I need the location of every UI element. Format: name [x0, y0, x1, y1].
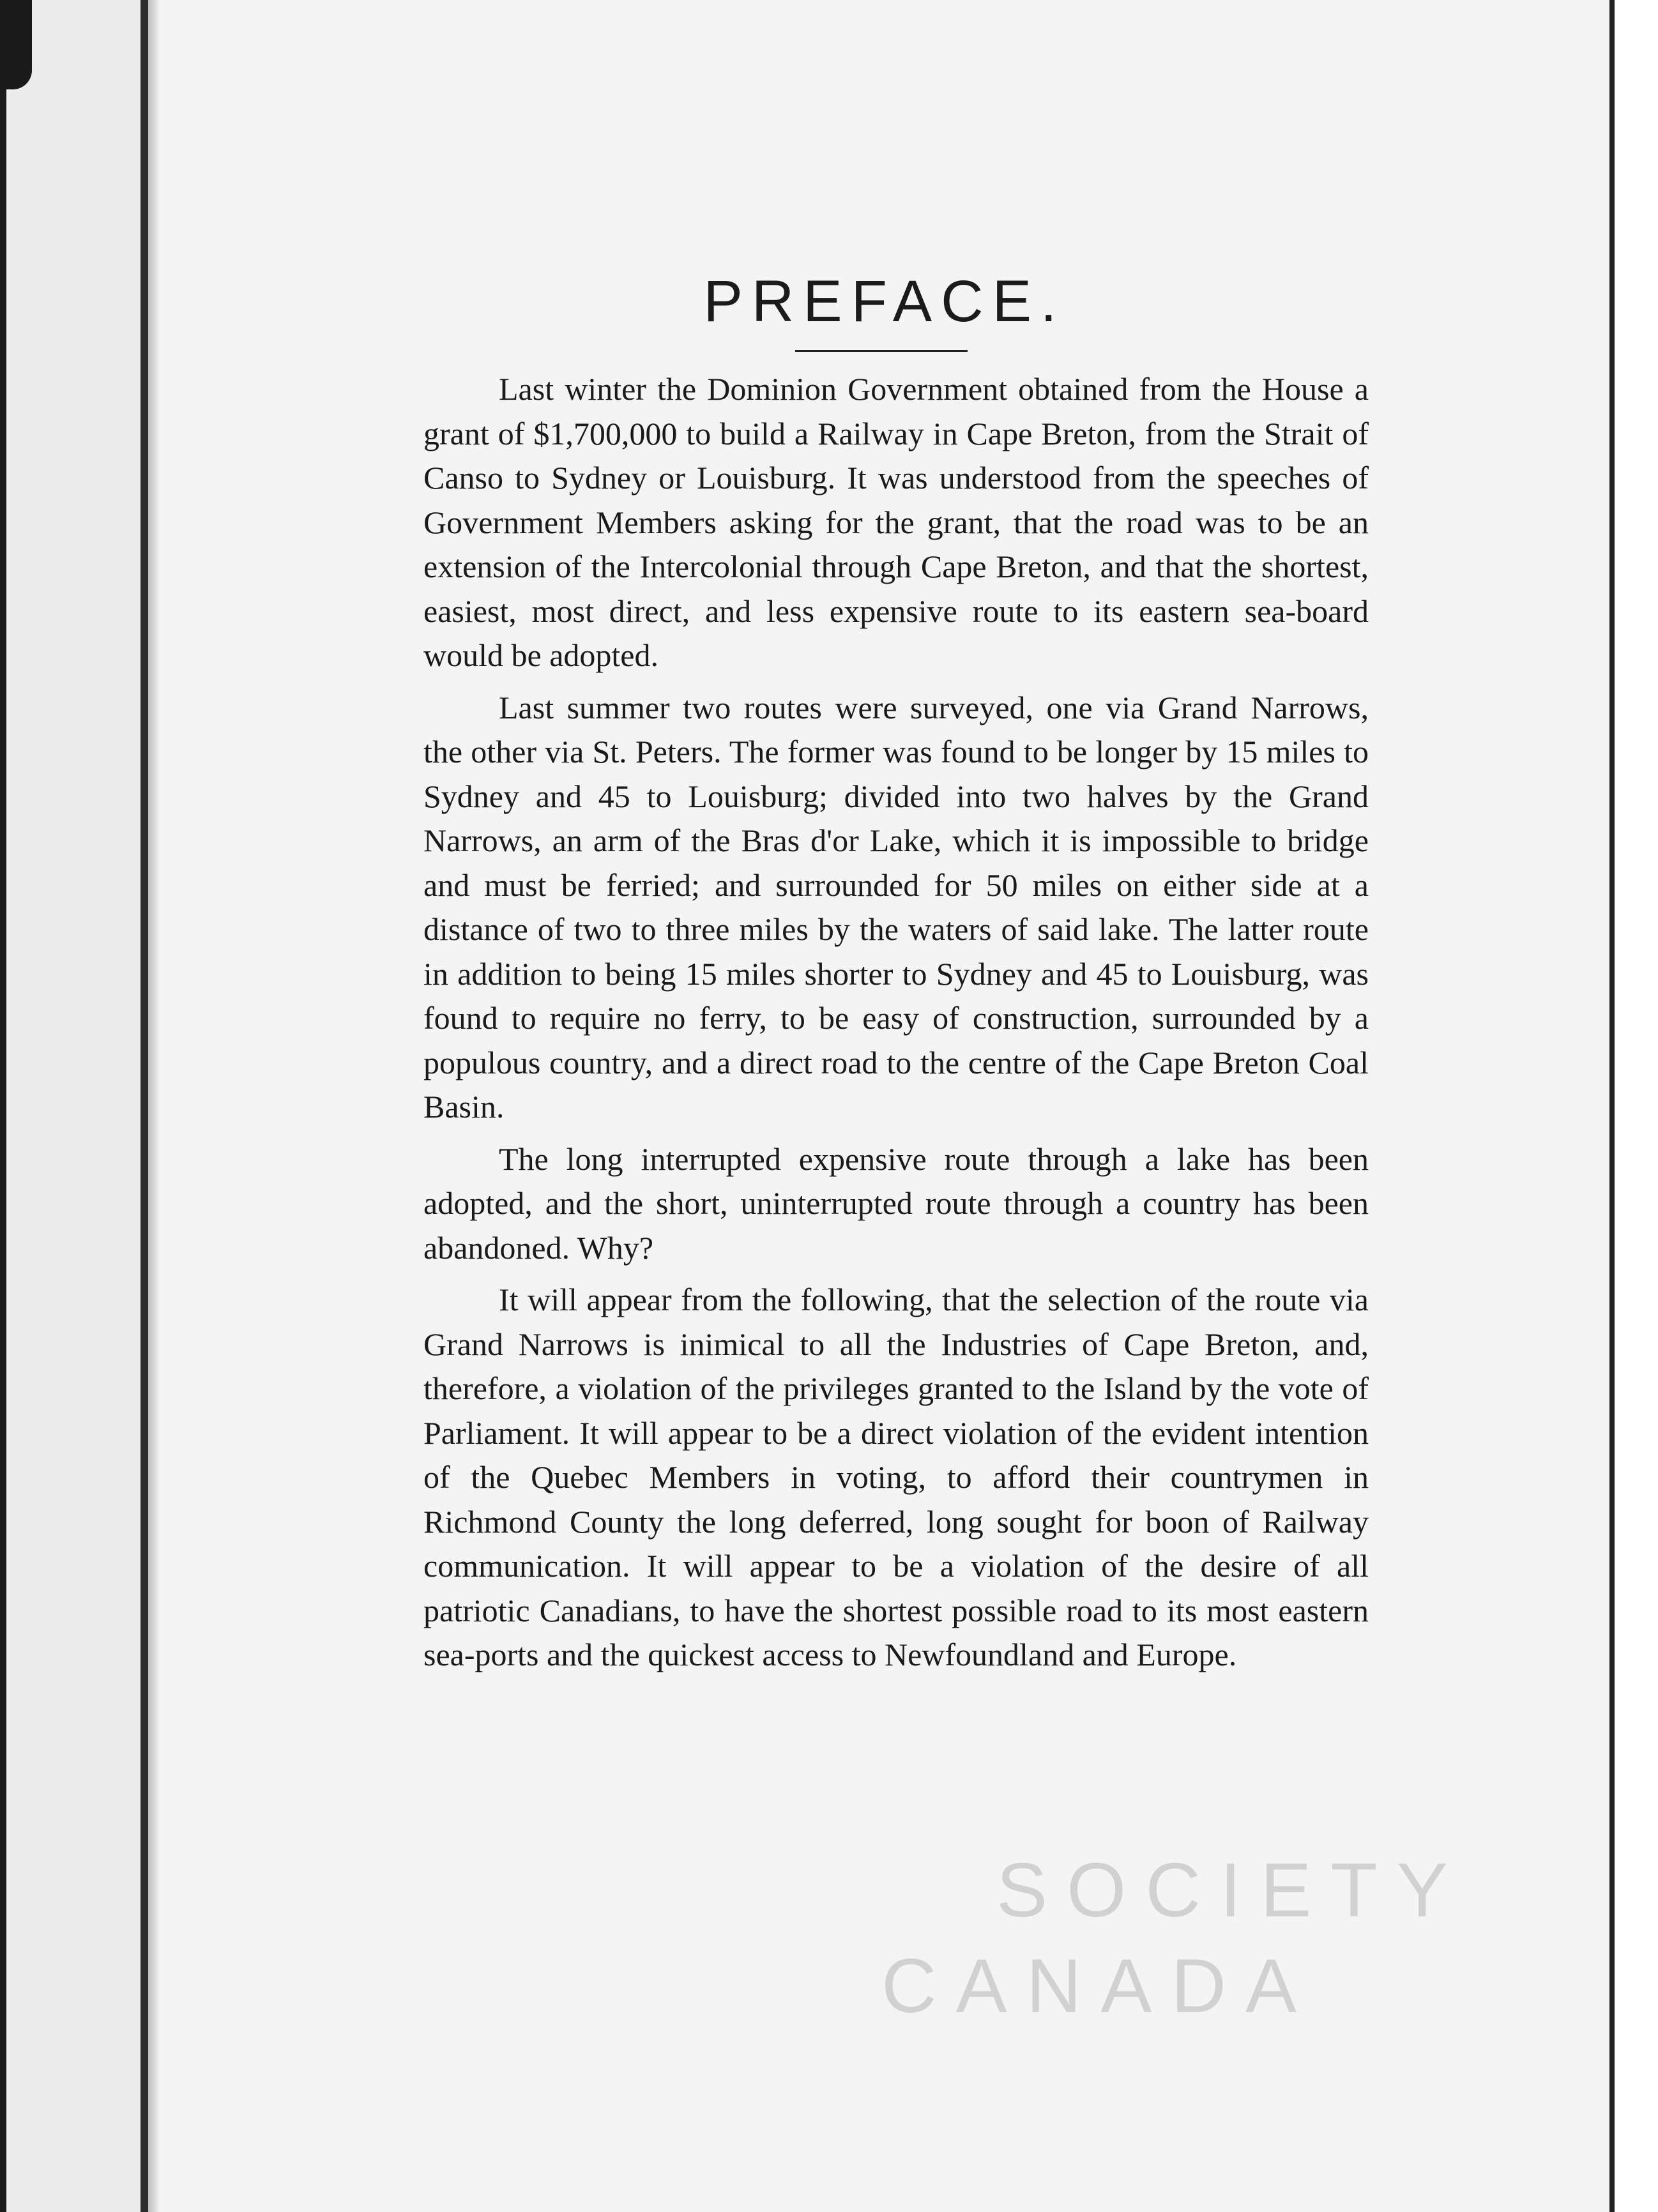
paragraph-1: Last winter the Dominion Government obtained from the House a grant of $1,700,000 to build a Railway in Cape Breton, from the Strait of Canso to Sydney or Louisburg. It was understood from the speeches of Government Members asking for the grant, that the road was to be an extension of the Intercolonial through Cape Breton, and that the shortest, easiest, most direct, and less expensive route to its eastern sea-board would be adopted. [423, 371, 1369, 673]
page-title: PREFACE. [703, 269, 1066, 334]
torn-corner [6, 0, 32, 89]
title-underline [795, 350, 968, 352]
gutter-shadow [148, 0, 160, 2212]
page-gutter [141, 0, 148, 2212]
facing-page-edge [6, 0, 141, 2212]
stamp-line-1: SOCIETY [996, 1847, 1467, 1933]
scan-border-right [1615, 0, 1658, 2212]
paragraph-3: The long interrupted expensive route through a lake has been adopted, and the short, uninterrupted route through a country has been abandoned. Why? [423, 1140, 1369, 1266]
preface-body [423, 367, 1369, 1685]
stamp-line-2: CANADA [881, 1943, 1316, 2029]
scan-border-left [0, 0, 6, 2212]
paragraph-2: Last summer two routes were surveyed, one via Grand Narrows, the other via St. Peters. The former was found to be longer by 15 miles to Sydney and 45 to Louisburg; divided into two halves by the Grand Narrows, an arm of the Bras d'or Lake, which it is impossible to bridge and must be ferried; and surrounded for 50 miles on either side at a distance of two to three miles by the waters of said lake. The latter route in addition to being 15 miles shorter to Sydney and 45 to Louisburg, was found to require no ferry, to be easy of construction, surrounded by a populous country, and a direct road to the centre of the Cape Breton Coal Basin. [423, 689, 1369, 1125]
paragraph-4: It will appear from the following, that the selection of the route via Grand Narrows is inimical to all the Industries of Cape Breton, and, therefore, a violation of the privileges granted to the Island by the vote of Parliament. It will appear to be a direct violation of the evident intention of the Quebec Members in voting, to afford their countrymen in Richmond County the long deferred, long sought for boon of Railway communication. It will appear to be a violation of the desire of all patriotic Canadians, to have the shortest possible road to its most eastern sea-ports and the quickest access to Newfoundland and Europe. [423, 1282, 1369, 1672]
